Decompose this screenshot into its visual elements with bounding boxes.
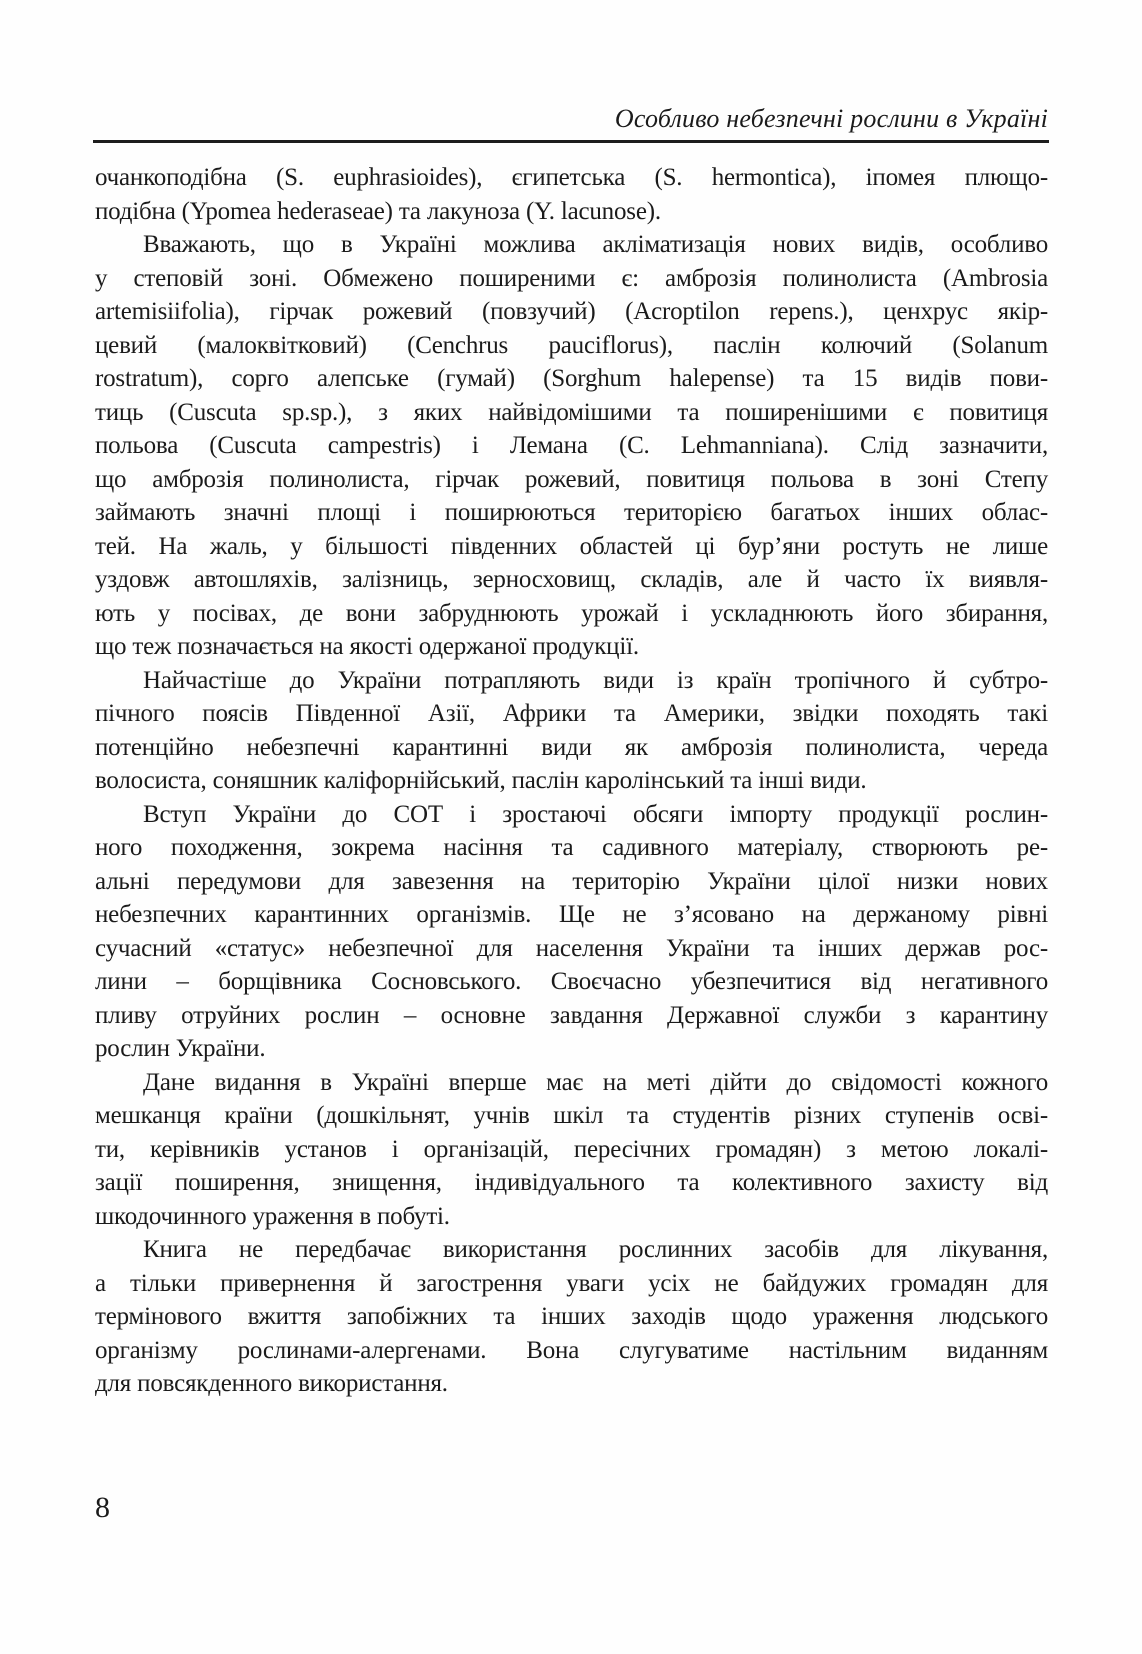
- text-line: зації поширення, знищення, індивідуального та колективного захисту від: [95, 1169, 1048, 1196]
- header-rule: [93, 140, 1049, 143]
- text-line: тиць (Cuscuta sp.sp.), з яких найвідомішими та поширенішими є повитиця: [95, 398, 1048, 426]
- paragraph: [95, 664, 1048, 798]
- text-line: для повсякденного використання.: [95, 1370, 448, 1397]
- text-line: Найчастіше до України потрапляють види із країн тропічного й субтро-: [143, 666, 1048, 694]
- text-line: ють у посівах, де вони забруднюють урожай і ускладнюють його збирання,: [95, 599, 1048, 627]
- paragraph: [95, 798, 1048, 1066]
- text-line: польова (Cuscuta campestris) і Лемана (C. Lehmanniana). Слід зазначити,: [95, 432, 1048, 459]
- paragraph: [95, 1233, 1048, 1401]
- text-line: уздовж автошляхів, залізниць, зерносховищ, складів, але й часто їх виявля-: [95, 566, 1048, 593]
- text-line: небезпечних карантинних організмів. Ще не з’ясовано на держаному рівні: [95, 901, 1048, 928]
- text-line: термінового вжиття запобіжних та інших заходів щодо ураження людського: [95, 1303, 1048, 1330]
- text-line: що амброзія полинолиста, гірчак рожевий, повитиця польова в зоні Степу: [95, 465, 1048, 493]
- text-line: Вважають, що в Україні можлива акліматизація нових видів, особливо: [143, 231, 1048, 258]
- text-line: мешканця країни (дошкільнят, учнів шкіл та студентів різних ступенів осві-: [95, 1102, 1048, 1129]
- text-line: пливу отруйних рослин – основне завдання Державної служби з карантину: [95, 1001, 1048, 1029]
- text-line: шкодочинного ураження в побуті.: [95, 1202, 450, 1230]
- text-line: artemisiifolia), гірчак рожевий (повзучий) (Acroptilon repens.), ценхрус якір-: [95, 298, 1048, 325]
- text-line: у степовій зоні. Обмежено поширеними є: амброзія полинолиста (Ambrosia: [95, 264, 1048, 292]
- text-line: ного походження, зокрема насіння та садивного матеріалу, створюють ре-: [95, 834, 1048, 861]
- text-line: лини – борщівника Сосновського. Своєчасно убезпечитися від негативного: [95, 968, 1048, 995]
- text-line: а тільки привернення й загострення уваги усіх не байдужих громадян для: [95, 1269, 1048, 1297]
- text-line: сучасний «статус» небезпечної для населення України та інших держав рос-: [95, 934, 1048, 962]
- text-line: пічного поясів Південної Азії, Африки та Америки, звідки походять такі: [95, 700, 1048, 727]
- paragraph: [95, 1066, 1048, 1234]
- text-line: очанкоподібна (S. euphrasioides), єгипетська (S. hermontica), іпомея плющо-: [95, 164, 1048, 191]
- text-line: rostratum), сорго алепське (гумай) (Sorghum halepense) та 15 видів пови-: [95, 365, 1048, 392]
- text-line: рослин України.: [95, 1035, 266, 1062]
- text-line: тей. На жаль, у більшості південних областей ці бур’яни ростуть не лише: [95, 532, 1048, 560]
- text-line: Дане видання в Україні вперше має на меті дійти до свідомості кожного: [143, 1068, 1048, 1096]
- text-line: організму рослинами-алергенами. Вона слугуватиме настільним виданням: [95, 1336, 1048, 1364]
- text-line: займають значні площі і поширюються територією багатьох інших облас-: [95, 499, 1048, 526]
- paragraph: [95, 228, 1048, 664]
- text-line: цевий (малоквітковий) (Cenchrus pauciflorus), паслін колючий (Solanum: [95, 331, 1048, 359]
- text-line: альні передумови для завезення на територію України цілої низки нових: [95, 867, 1048, 895]
- text-line: ти, керівників установ і організацій, пересічних громадян) з метою локалі-: [95, 1135, 1048, 1163]
- page-number: 8: [95, 1491, 110, 1524]
- text-line: потенційно небезпечні карантинні види як амброзія полинолиста, череда: [95, 733, 1048, 761]
- body-text: [95, 161, 1048, 1401]
- text-line: подібна (Ypomea hederaseae) та лакуноза (Y. lacunose).: [95, 197, 661, 225]
- text-line: волосиста, соняшник каліфорнійський, паслін каролінський та інші види.: [95, 767, 867, 794]
- text-line: Вступ України до СОТ і зростаючі обсяги імпорту продукції рослин-: [143, 800, 1048, 828]
- paragraph: [95, 161, 1048, 228]
- text-line: Книга не передбачає використання рослинних засобів для лікування,: [143, 1236, 1048, 1263]
- running-header-title: Особливо небезпечні рослини в Україні: [614, 104, 1048, 133]
- text-line: що теж позначається на якості одержаної продукції.: [95, 633, 639, 660]
